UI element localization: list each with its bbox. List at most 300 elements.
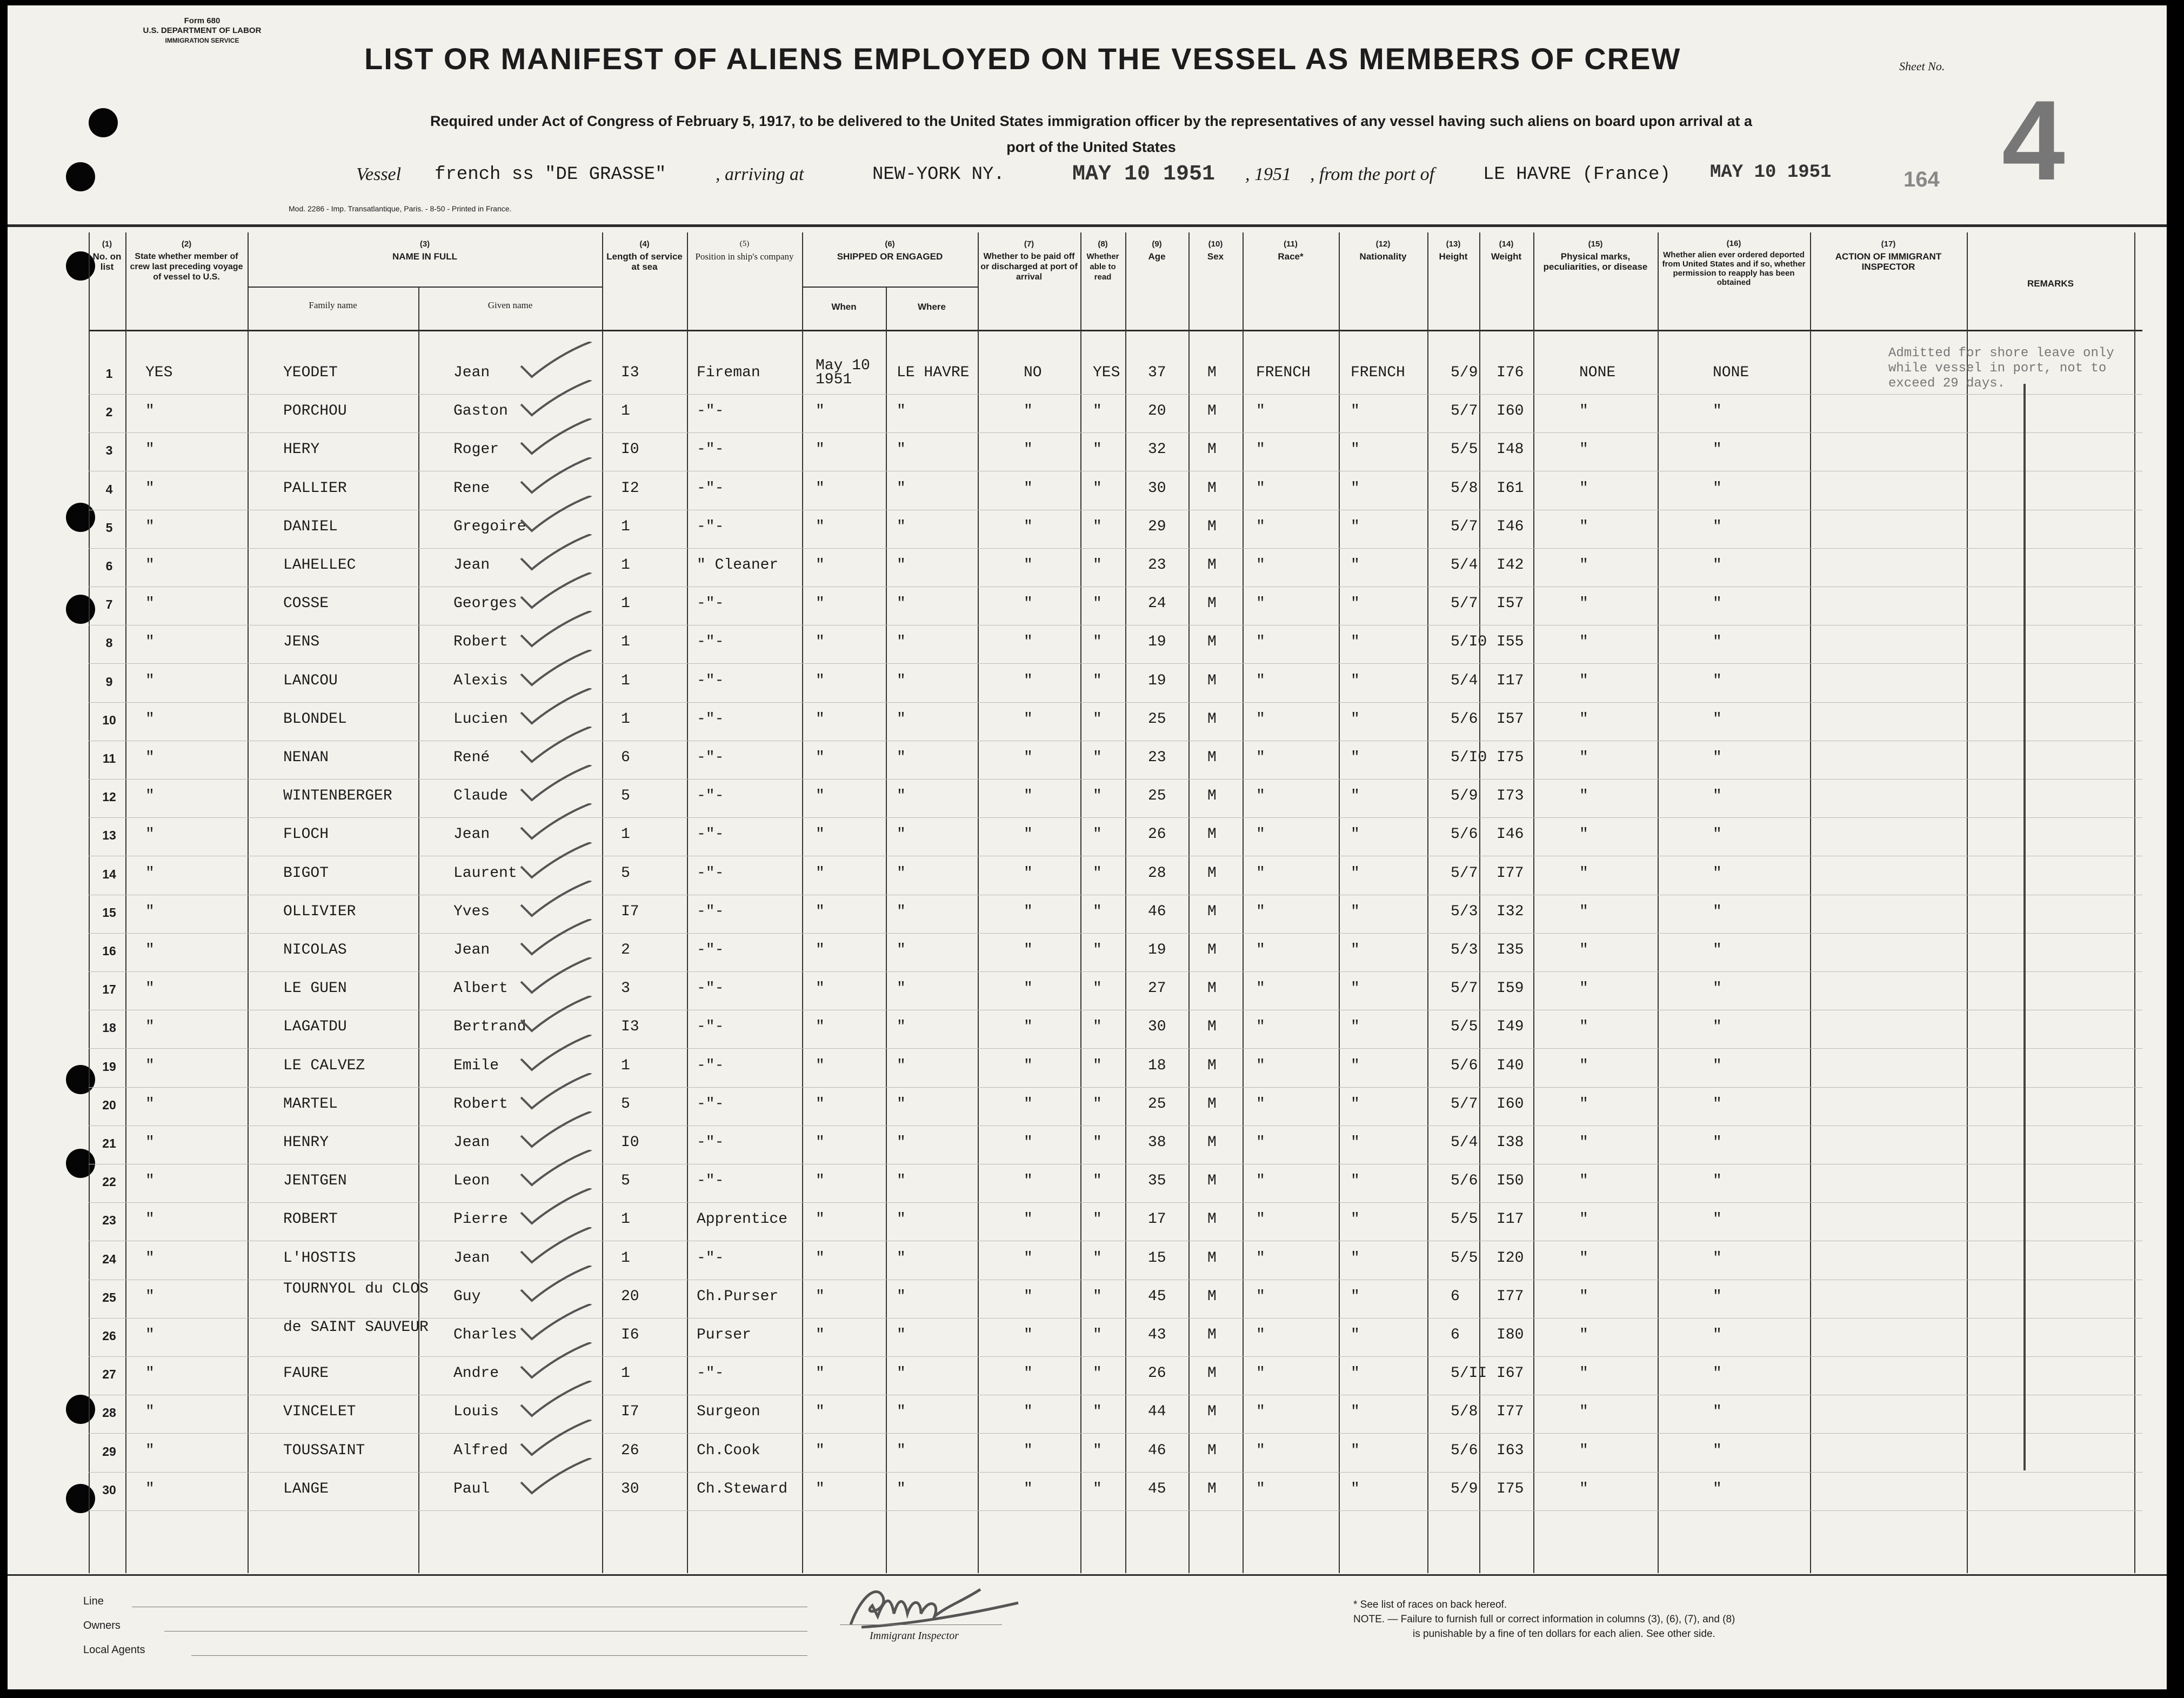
header-weight: [1479, 239, 1533, 262]
cell-nationality: ": [1351, 1057, 1360, 1074]
cell-given-name: Robert: [453, 1095, 508, 1113]
cell-age: 24: [1148, 595, 1166, 612]
cell-deported-status: ": [1713, 1211, 1722, 1228]
cell-sex: M: [1207, 364, 1217, 381]
checkmark-icon: [516, 1150, 597, 1188]
cell-physical-marks: ": [1579, 1288, 1588, 1305]
cell-weight: I17: [1497, 672, 1524, 689]
footer-rule: [191, 1655, 807, 1656]
cell-able-to-read: ": [1093, 1173, 1102, 1190]
cell-sex: M: [1207, 1480, 1217, 1497]
cell-shipped-when: ": [816, 749, 825, 766]
cell-physical-marks: ": [1579, 864, 1588, 882]
cell-service-length: I3: [621, 1018, 639, 1036]
header-height-num: (13): [1446, 239, 1461, 249]
cell-age: 38: [1148, 1134, 1166, 1151]
cell-row-number: 11: [102, 751, 116, 765]
row-rule: [89, 432, 2142, 433]
cell-paid-off: ": [1024, 1095, 1033, 1113]
cell-prev-voyage: ": [145, 788, 155, 805]
cell-age: 37: [1148, 364, 1166, 381]
cell-service-length: 30: [621, 1480, 639, 1497]
cell-race: ": [1256, 1173, 1265, 1190]
cell-shipped-when: ": [816, 480, 825, 497]
cell-able-to-read: ": [1093, 1018, 1102, 1036]
header-remarks: REMARKS: [2027, 278, 2074, 289]
cell-age: 28: [1148, 864, 1166, 882]
cell-position: -"-: [697, 942, 724, 958]
cell-height: 5/5: [1451, 1211, 1478, 1228]
row-rule: [89, 1433, 2142, 1434]
row-rule: [89, 663, 2142, 664]
cell-sex: M: [1207, 864, 1217, 882]
cell-shipped-when: ": [816, 1211, 825, 1228]
cell-nationality: ": [1351, 788, 1360, 805]
cell-nationality: ": [1351, 710, 1360, 728]
cell-physical-marks: ": [1579, 710, 1588, 728]
cell-position: -"-: [697, 826, 724, 843]
cell-shipped-where: ": [897, 1288, 906, 1305]
sheet-number: 4: [2002, 77, 2065, 204]
checkmark-icon: [516, 803, 597, 841]
cell-height: 6: [1451, 1288, 1460, 1305]
table-row: [89, 1435, 2142, 1473]
table-row: [89, 511, 2142, 549]
cell-prev-voyage: ": [145, 1249, 155, 1267]
note-fine: is punishable by a fine of ten dollars for each alien. See other side.: [1413, 1628, 1715, 1640]
cell-row-number: 26: [102, 1329, 116, 1343]
row-rule: [89, 971, 2142, 972]
cell-able-to-read: ": [1093, 826, 1102, 843]
cell-row-number: 12: [102, 790, 116, 804]
cell-service-length: I0: [621, 441, 639, 458]
cell-row-number: 25: [102, 1290, 116, 1304]
cell-prev-voyage: ": [145, 710, 155, 728]
footer-rule: [164, 1631, 807, 1632]
note-failure: NOTE. — Failure to furnish full or correct information in columns (3), (6), (7), and (8): [1353, 1614, 1735, 1625]
cell-race: ": [1256, 1365, 1265, 1382]
checkmark-icon: [516, 1073, 597, 1111]
header-when: When: [831, 302, 857, 312]
cell-sex: M: [1207, 1057, 1217, 1074]
cell-physical-marks: ": [1579, 403, 1588, 420]
cell-age: 15: [1148, 1249, 1166, 1267]
checkmark-icon: [516, 842, 597, 880]
cell-prev-voyage: ": [145, 826, 155, 843]
cell-family-name: de SAINT SAUVEUR: [283, 1319, 429, 1336]
cell-physical-marks: ": [1579, 903, 1588, 920]
header-inspector-action-num: (17): [1881, 239, 1896, 249]
cell-race: ": [1256, 1442, 1265, 1459]
table-row: [89, 357, 2142, 395]
act-line-1: Required under Act of Congress of February 5, 1917, to be delivered to the United States immigration officer by the representatives of any vessel having such aliens on board upon arrival at a: [430, 113, 1753, 129]
header-deported-num: (16): [1726, 239, 1741, 248]
cell-given-name: Leon: [453, 1173, 490, 1190]
cell-position: -"-: [697, 710, 724, 728]
cell-able-to-read: ": [1093, 403, 1102, 420]
cell-shipped-where: ": [897, 864, 906, 882]
cell-given-name: Georges: [453, 595, 517, 612]
cell-sex: M: [1207, 634, 1217, 651]
cell-race: ": [1256, 441, 1265, 458]
cell-given-name: Jean: [453, 557, 490, 574]
cell-able-to-read: ": [1093, 557, 1102, 574]
header-given-name: Given name: [487, 300, 533, 310]
table-top-rule: [8, 224, 2167, 227]
row-rule: [89, 1356, 2142, 1357]
cell-shipped-where: ": [897, 1480, 906, 1497]
cell-family-name: LAHELLEC: [283, 557, 356, 574]
cell-prev-voyage: ": [145, 595, 155, 612]
table-row: [89, 1242, 2142, 1280]
cell-service-length: 1: [621, 1057, 630, 1074]
cell-given-name: Paul: [453, 1480, 490, 1497]
cell-age: 25: [1148, 788, 1166, 805]
checkmark-icon: [516, 496, 597, 534]
cell-paid-off: ": [1024, 788, 1033, 805]
table-row: [89, 1127, 2142, 1164]
cell-prev-voyage: ": [145, 557, 155, 574]
cell-sex: M: [1207, 1365, 1217, 1382]
cell-paid-off: ": [1024, 980, 1033, 997]
table-row: [89, 665, 2142, 703]
cell-shipped-when: ": [816, 595, 825, 612]
cell-height: 5/9: [1451, 364, 1478, 381]
header-physical-marks-label: Physical marks, peculiarities, or disease: [1543, 251, 1648, 272]
cell-paid-off: ": [1024, 903, 1033, 920]
cell-age: 19: [1148, 942, 1166, 958]
cell-shipped-when: ": [816, 1480, 825, 1497]
checkmark-icon: [516, 1342, 597, 1380]
cell-able-to-read: ": [1093, 710, 1102, 728]
table-row: [89, 1319, 2142, 1357]
cell-deported-status: ": [1713, 864, 1722, 882]
cell-shipped-when: ": [816, 1134, 825, 1151]
cell-weight: I60: [1497, 403, 1524, 420]
cell-weight: I46: [1497, 518, 1524, 535]
cell-paid-off: ": [1024, 1480, 1033, 1497]
cell-service-length: 1: [621, 557, 630, 574]
checkmark-icon: [516, 727, 597, 764]
header-prev-voyage: [128, 239, 245, 282]
cell-sex: M: [1207, 1249, 1217, 1267]
cell-sex: M: [1207, 942, 1217, 958]
cell-physical-marks: ": [1579, 441, 1588, 458]
checkmark-icon: [516, 1188, 597, 1226]
cell-race: ": [1256, 480, 1265, 497]
cell-row-number: 30: [102, 1482, 116, 1497]
cell-service-length: 5: [621, 788, 630, 805]
cell-row-number: 6: [105, 559, 113, 573]
cell-given-name: Alfred: [453, 1442, 508, 1459]
signature-rule: [840, 1624, 1002, 1625]
cell-row-number: 17: [102, 982, 116, 997]
cell-deported-status: ": [1713, 403, 1722, 420]
cell-shipped-when: ": [816, 980, 825, 997]
cell-able-to-read: ": [1093, 1327, 1102, 1343]
header-inspector-action-label: ACTION OF IMMIGRANT INSPECTOR: [1835, 251, 1942, 272]
cell-sex: M: [1207, 441, 1217, 458]
header-nationality-num: (12): [1375, 239, 1391, 249]
cell-position: " Cleaner: [697, 557, 779, 574]
cell-nationality: ": [1351, 1173, 1360, 1190]
cell-deported-status: ": [1713, 1057, 1722, 1074]
header-read-num: (8): [1098, 239, 1108, 249]
row-rule: [89, 779, 2142, 780]
table-row: [89, 1281, 2142, 1319]
cell-paid-off: ": [1024, 672, 1033, 689]
cell-weight: I57: [1497, 710, 1524, 728]
cell-weight: I63: [1497, 1442, 1524, 1459]
cell-weight: I46: [1497, 826, 1524, 843]
cell-family-name: MARTEL: [283, 1095, 338, 1113]
table-bottom-rule: [8, 1574, 2167, 1576]
cell-shipped-where: ": [897, 1057, 906, 1074]
cell-shipped-where: ": [897, 1018, 906, 1036]
form-number: Form 680: [184, 16, 221, 25]
cell-shipped-where: ": [897, 1442, 906, 1459]
cell-given-name: Gregoire: [453, 518, 526, 535]
cell-age: 29: [1148, 518, 1166, 535]
cell-prev-voyage: ": [145, 1211, 155, 1228]
header-shipped-label: SHIPPED OR ENGAGED: [837, 251, 943, 262]
cell-weight: I40: [1497, 1057, 1524, 1074]
cell-family-name: BIGOT: [283, 864, 329, 882]
cell-service-length: 1: [621, 634, 630, 651]
cell-physical-marks: ": [1579, 1134, 1588, 1151]
arrival-year: , 1951: [1245, 164, 1291, 184]
remarks-note: Admitted for shore leave only while vessel in port, not to exceed 29 days.: [1888, 346, 2114, 391]
checkmark-icon: [516, 650, 597, 688]
cell-paid-off: ": [1024, 1173, 1033, 1190]
cell-prev-voyage: ": [145, 903, 155, 920]
cell-physical-marks: ": [1579, 1057, 1588, 1074]
cell-service-length: 3: [621, 980, 630, 997]
cell-height: 5/3: [1451, 942, 1478, 958]
header-deported-label: Whether alien ever ordered deported from United States and if so, whether permission to reapply has been obtained: [1662, 250, 1806, 287]
cell-height: 5/6: [1451, 1442, 1478, 1459]
cell-sex: M: [1207, 672, 1217, 689]
checkmark-icon: [516, 342, 597, 379]
cell-paid-off: ": [1024, 480, 1033, 497]
cell-shipped-where: ": [897, 1173, 906, 1190]
header-sex-label: Sex: [1207, 251, 1224, 262]
cell-given-name: Laurent: [453, 864, 517, 882]
header-physical-marks: [1533, 239, 1658, 272]
cell-able-to-read: ": [1093, 942, 1102, 958]
cell-physical-marks: ": [1579, 480, 1588, 497]
cell-prev-voyage: ": [145, 749, 155, 766]
cell-weight: I42: [1497, 557, 1524, 574]
cell-position: -"-: [697, 634, 724, 651]
cell-shipped-when: ": [816, 634, 825, 651]
cell-nationality: ": [1351, 403, 1360, 420]
arrival-date-stamp: MAY 10 1951: [1072, 162, 1215, 187]
cell-nationality: ": [1351, 1018, 1360, 1036]
cell-height: 5/8: [1451, 480, 1478, 497]
header-nationality-label: Nationality: [1359, 251, 1407, 262]
manifest-stamp-number: 164: [1904, 168, 1940, 191]
cell-row-number: 14: [102, 867, 116, 881]
header-inspector-action: [1815, 239, 1961, 272]
cell-sex: M: [1207, 826, 1217, 843]
checkmark-icon: [516, 957, 597, 995]
cell-age: 17: [1148, 1211, 1166, 1228]
form-identifier: [137, 16, 267, 45]
cell-race: ": [1256, 903, 1265, 920]
cell-row-number: 22: [102, 1175, 116, 1189]
second-date-stamp: MAY 10 1951: [1710, 162, 1832, 183]
inspector-label: Immigrant Inspector: [870, 1630, 959, 1642]
cell-family-name: FLOCH: [283, 826, 329, 843]
cell-deported-status: ": [1713, 518, 1722, 535]
checkmark-icon: [516, 919, 597, 957]
header-paid-off-label: Whether to be paid off or discharged at port of arrival: [980, 252, 1078, 282]
cell-nationality: ": [1351, 1365, 1360, 1382]
cell-paid-off: ": [1024, 942, 1033, 958]
cell-prev-voyage: ": [145, 441, 155, 458]
cell-position: Ch.Purser: [697, 1288, 779, 1305]
cell-age: 26: [1148, 826, 1166, 843]
cell-physical-marks: ": [1579, 826, 1588, 843]
cell-shipped-where: ": [897, 1249, 906, 1267]
cell-able-to-read: ": [1093, 788, 1102, 805]
cell-age: 19: [1148, 634, 1166, 651]
cell-family-name: L'HOSTIS: [283, 1249, 356, 1267]
cell-weight: I77: [1497, 864, 1524, 882]
header-height: [1427, 239, 1479, 262]
cell-family-name: COSSE: [283, 595, 329, 612]
header-service-label: Length of service at sea: [606, 251, 683, 272]
checkmark-icon: [516, 765, 597, 803]
cell-physical-marks: ": [1579, 595, 1588, 612]
cell-weight: I67: [1497, 1365, 1524, 1382]
cell-weight: I60: [1497, 1095, 1524, 1113]
cell-deported-status: ": [1713, 672, 1722, 689]
cell-row-number: 28: [102, 1406, 116, 1420]
sheet-label: Sheet No.: [1899, 59, 1945, 73]
cell-weight: I73: [1497, 788, 1524, 805]
cell-height: 5/4: [1451, 672, 1478, 689]
cell-paid-off: ": [1024, 1134, 1033, 1151]
row-rule: [89, 1510, 2142, 1511]
checkmark-icon: [516, 380, 597, 418]
cell-position: -"-: [697, 864, 724, 882]
header-paid-off-num: (7): [1024, 239, 1034, 249]
table-row: [89, 1088, 2142, 1126]
cell-position: -"-: [697, 1365, 724, 1382]
cell-race: ": [1256, 788, 1265, 805]
row-rule: [89, 1048, 2142, 1049]
cell-row-number: 1: [105, 367, 113, 381]
cell-weight: I35: [1497, 942, 1524, 958]
cell-able-to-read: ": [1093, 1480, 1102, 1497]
cell-row-number: 8: [105, 636, 113, 650]
cell-able-to-read: ": [1093, 672, 1102, 689]
cell-sex: M: [1207, 1442, 1217, 1459]
cell-sex: M: [1207, 903, 1217, 920]
cell-able-to-read: ": [1093, 441, 1102, 458]
cell-weight: I57: [1497, 595, 1524, 612]
cell-deported-status: ": [1713, 1403, 1722, 1421]
header-bottom-rule: [89, 330, 2142, 331]
service: IMMIGRATION SERVICE: [165, 37, 239, 44]
cell-physical-marks: ": [1579, 1403, 1588, 1421]
cell-prev-voyage: ": [145, 1403, 155, 1421]
cell-nationality: ": [1351, 1211, 1360, 1228]
cell-given-name: Bertrand: [453, 1018, 526, 1036]
cell-height: 5/7: [1451, 1095, 1478, 1113]
cell-nationality: ": [1351, 1134, 1360, 1151]
cell-shipped-when: ": [816, 942, 825, 958]
cell-family-name: YEODET: [283, 364, 338, 381]
cell-height: 6: [1451, 1327, 1460, 1343]
cell-deported-status: ": [1713, 1288, 1722, 1305]
cell-nationality: ": [1351, 595, 1360, 612]
cell-nationality: ": [1351, 1480, 1360, 1497]
cell-weight: I32: [1497, 903, 1524, 920]
checkmark-icon: [516, 1381, 597, 1419]
cell-deported-status: ": [1713, 980, 1722, 997]
table-row: [89, 742, 2142, 780]
cell-position: Purser: [697, 1327, 751, 1343]
cell-shipped-where: ": [897, 480, 906, 497]
cell-race: ": [1256, 1288, 1265, 1305]
checkmark-icon: [516, 1035, 597, 1073]
cell-paid-off: ": [1024, 1365, 1033, 1382]
cell-height: 5/6: [1451, 1173, 1478, 1190]
cell-row-number: 9: [105, 674, 113, 689]
cell-physical-marks: ": [1579, 1018, 1588, 1036]
cell-service-length: 1: [621, 1211, 630, 1228]
cell-deported-status: ": [1713, 1249, 1722, 1267]
cell-family-name: OLLIVIER: [283, 903, 356, 920]
footer-agents-label: Local Agents: [83, 1644, 145, 1656]
cell-paid-off: ": [1024, 1018, 1033, 1036]
table-row: [89, 588, 2142, 625]
cell-given-name: Jean: [453, 826, 490, 843]
cell-height: 5/7: [1451, 864, 1478, 882]
cell-family-name: LAGATDU: [283, 1018, 347, 1036]
cell-family-name: JENS: [283, 634, 320, 651]
cell-age: 30: [1148, 480, 1166, 497]
cell-shipped-when: ": [816, 710, 825, 728]
cell-given-name: Charles: [453, 1327, 517, 1343]
cell-age: 23: [1148, 749, 1166, 766]
cell-position: -"-: [697, 1018, 724, 1036]
cell-weight: I50: [1497, 1173, 1524, 1190]
printer-line: Mod. 2286 - Imp. Transatlantique, Paris. - 8-50 - Printed in France.: [289, 204, 512, 213]
cell-prev-voyage: ": [145, 980, 155, 997]
cell-sex: M: [1207, 403, 1217, 420]
cell-nationality: ": [1351, 557, 1360, 574]
cell-given-name: Lucien: [453, 710, 508, 728]
cell-height: 5/I0: [1451, 634, 1487, 651]
cell-shipped-where: ": [897, 634, 906, 651]
cell-deported-status: ": [1713, 1365, 1722, 1382]
cell-age: 32: [1148, 441, 1166, 458]
header-paid-off: [979, 239, 1079, 282]
cell-given-name: Jean: [453, 1249, 490, 1267]
cell-paid-off: ": [1024, 441, 1033, 458]
cell-prev-voyage: ": [145, 1018, 155, 1036]
cell-shipped-when: ": [816, 864, 825, 882]
cell-physical-marks: ": [1579, 634, 1588, 651]
cell-shipped-when: ": [816, 441, 825, 458]
cell-shipped-when: ": [816, 1249, 825, 1267]
header-position-num: (5): [739, 239, 750, 248]
cell-able-to-read: ": [1093, 1057, 1102, 1074]
